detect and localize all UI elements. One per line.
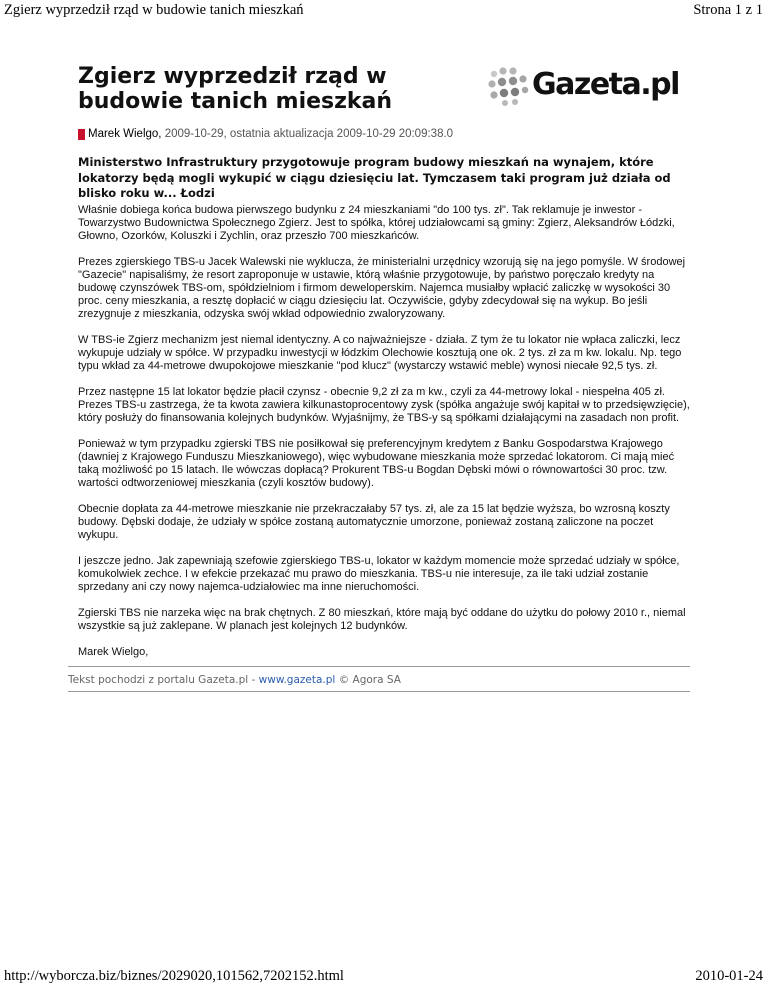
paragraph: Zgierski TBS nie narzeka więc na brak chętnych. Z 80 mieszkań, które mają być oddane do użytku do połowy 2010 r., niemal wszystkie są już zaklepane. W planach jest kolejnych 12 budynków.: [78, 607, 686, 632]
paragraph: Właśnie dobiega końca budowa pierwszego budynku z 24 mieszkaniami "do 100 tys. zł". Tak reklamuje je inwestor - Towarzystwo Budownictwa Społecznego Zgierz. Jest to spółka, której udziałowcami są gminy: Zgierz, Aleksandrów Łódzki, Głowno, Ozorków, Koluszki i Zychlin, oraz przeszło 700 mieszkańców.: [78, 204, 675, 242]
source-prefix: Tekst pochodzi z portalu Gazeta.pl -: [68, 674, 259, 686]
author-signature: Marek Wielgo,: [78, 646, 149, 658]
paragraph: I jeszcze jedno. Jak zapewniają szefowie zgierskiego TBS-u, lokator w każdym momencie może sprzedać udziały w spółce, komukolwiek zechce. I w efekcie przekazać mu prawo do mieszkania. TBS-u nie interesuje, za ile taki udział zostanie sprzedany ani czy nowy najemca-udziałowiec ma inne nieruchomości.: [78, 555, 680, 593]
print-footer-url: http://wyborcza.biz/biznes/2029020,101562,7202152.html: [4, 968, 344, 984]
print-footer-date: 2010-01-24: [695, 968, 763, 984]
author-marker-icon: [78, 129, 85, 140]
source-link[interactable]: www.gazeta.pl: [258, 674, 336, 686]
article-title: Zgierz wyprzedził rząd w budowie tanich mieszkań: [78, 64, 393, 114]
print-header-title: Zgierz wyprzedził rząd w budowie tanich mieszkań: [4, 2, 304, 18]
print-footer: [0, 968, 768, 988]
article-date: 2009-10-29, ostatnia aktualizacja 2009-10-29 20:09:38.0: [164, 128, 454, 140]
gazeta-logo-text: Gazeta.pl: [532, 67, 679, 102]
paragraph: Przez następne 15 lat lokator będzie płacił czynsz - obecnie 9,2 zł za m kw., czyli za 44-metrowy lokal - niespełna 405 zł. Prezes TBS-u zastrzega, że ta kwota zawiera kilkunastoprocentowy zysk (spółka angażuje swój kapitał w to przedsięwzięcie), który posłuży do finansowania kolejnych budynków. Wyjaśnijmy, że TBS-y są spółkami działającymi na zasadach non profit.: [78, 386, 690, 424]
byline: [78, 128, 453, 140]
print-header: [0, 2, 768, 22]
source-note: [68, 674, 401, 686]
divider-bottom: [68, 691, 690, 692]
article-body: [78, 204, 693, 672]
gazeta-dots-icon: [488, 66, 530, 106]
print-header-page: Strona 1 z 1: [693, 2, 763, 18]
paragraph: W TBS-ie Zgierz mechanizm jest niemal identyczny. A co najważniejsze - działa. Z tym że tu lokator nie wpłaca zaliczki, lecz wykupuje udziały w spółce. W przypadku inwestycji w łódzkim Olechowie kosztują one ok. 2 tys. zł za m kw. lokalu. Np. tego typu wkład za 44-metrowe dwupokojowe mieszkanie "pod klucz" (wystarczy wstawić meble) wynosi niecałe 92,5 tys. zł.: [78, 334, 682, 372]
article-lead: Ministerstwo Infrastruktury przygotowuje program budowy mieszkań na wynajem, które lokatorzy będą mogli wykupić w ciągu dziesięciu lat. Tymczasem taki program już działa od blisko roku w... Łodzi: [78, 155, 671, 200]
paragraph: Prezes zgierskiego TBS-u Jacek Walewski nie wyklucza, że ministerialni urzędnicy wzorują się na jego pomyśle. W środowej "Gazecie" napisaliśmy, że resort zaproponuje w ustawie, którą właśnie przygotowuje, by państwo poręczało kredyty na budowę czynszówek TBS-om, spółdzielniom i firmom deweloperskim. Najemca musiałby wpłacić zaliczkę w wysokości 30 proc. ceny mieszkania, a resztę dopłacić w ciągu dziesięciu lat. Oczywiście, gdyby zdecydował się na wykup. Bo jeśli zrezygnuje z mieszkania, odzyska swój wkład odpowiednio zwaloryzowany.: [78, 256, 686, 320]
divider-top: [68, 666, 690, 667]
author-name: Marek Wielgo,: [88, 128, 162, 140]
source-suffix: © Agora SA: [335, 674, 401, 686]
gazeta-logo: [488, 66, 688, 106]
paragraph: Obecnie dopłata za 44-metrowe mieszkanie nie przekraczałaby 57 tys. zł, ale za 15 lat będzie wyższa, bo wzrosną koszty budowy. Dębski dodaje, że udziały w spółce zostaną automatycznie umorzone, ponieważ zostaną zaliczone na poczet wykupu.: [78, 503, 670, 541]
paragraph: Ponieważ w tym przypadku zgierski TBS nie posiłkował się preferencyjnym kredytem z Banku Gospodarstwa Krajowego (dawniej z Krajowego Funduszu Mieszkaniowego), więc wybudowane mieszkania może sprzedać lokatorom. Ci mają mieć taką możliwość po 15 latach. Ile wówczas dopłacą? Prokurent TBS-u Bogdan Dębski mówi o równowartości 30 proc. tzw. wartości odtworzeniowej mieszkania (czyli kosztów budowy).: [78, 438, 675, 489]
